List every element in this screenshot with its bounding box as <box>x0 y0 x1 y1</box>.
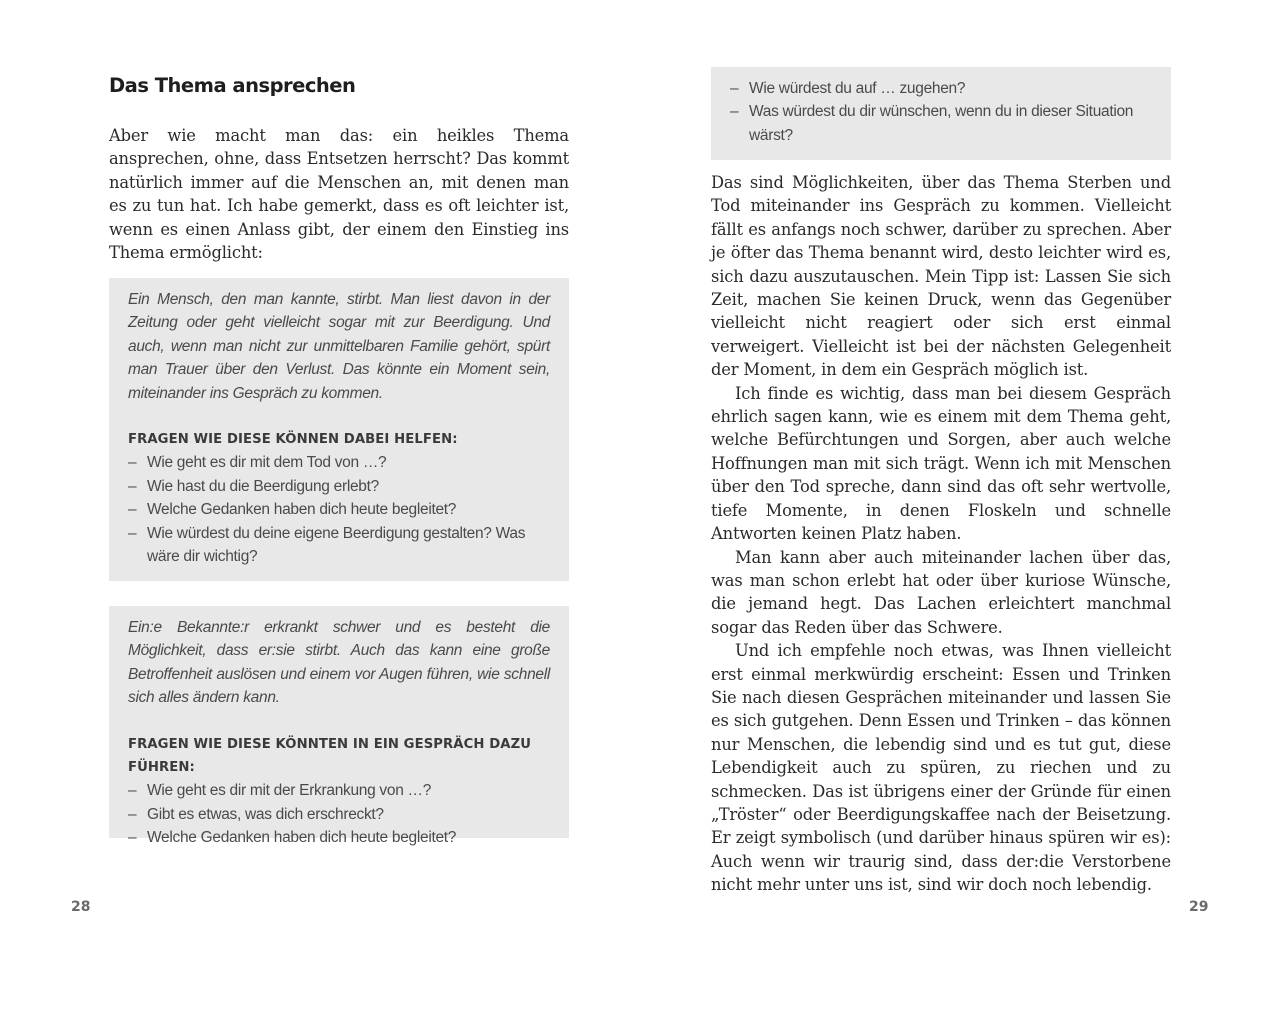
question-list <box>128 779 550 849</box>
dash-bullet: – <box>128 477 137 495</box>
list-item: – Gibt es etwas, was dich erschreckt? <box>128 803 550 826</box>
paragraph: Das sind Möglichkeiten, über das Thema Sterben und Tod miteinander ins Gespräch zu kommen. Vielleicht fällt es anfangs noch schwer, darüber zu sprechen. Aber je öfter das Thema benannt wird, desto leichter wird es, sich dazu auszutauschen. Mein Tipp ist: Lassen Sie sich Zeit, machen Sie keinen Druck, wenn das Gegenüber vielleicht nicht reagiert oder sich erst einmal verweigert. Vielleicht ist bei der nächsten Gelegenheit der Moment, in dem ein Gespräch möglich ist. <box>711 173 1171 380</box>
list-item: – Wie würdest du auf … zugehen? <box>730 77 1152 100</box>
dash-bullet: – <box>128 805 137 823</box>
paragraph: Und ich empfehle noch etwas, was Ihnen vielleicht erst einmal merkwürdig erscheint: Essen und Trinken Sie nach diesen Gesprächen miteinander und lassen Sie es sich gutgehen. Denn Essen und Trinken – das können nur Menschen, die lebendig sind und es tut gut, diese Lebendigkeit auch zu spüren, zu riechen und zu schmecken. Das ist übrigens einer der Gründe für einen „Tröster“ oder Beerdigungskaffee nach der Beisetzung. Er zeigt symbolisch (und darüber hinaus spüren wir es): Auch wenn wir traurig sind, dass der:die Verstorbene nicht mehr unter uns ist, sind wir doch noch lebendig. <box>711 641 1171 895</box>
paragraph: Ich finde es wichtig, dass man bei diesem Gespräch ehrlich sagen kann, wie es einem mit dem Thema geht, welche Befürchtungen und Sorgen, aber auch welche Hoffnungen man mit sich trägt. Wenn ich mit Menschen über den Tod spreche, dann sind das oft sehr wertvolle, tiefe Momente, in denen Floskeln und schnelle Antworten keinen Platz haben. <box>711 383 1171 544</box>
questions-heading: FRAGEN WIE DIESE KÖNNEN DABEI HELFEN: <box>128 432 458 448</box>
intro-paragraph: Aber wie macht man das: ein heikles Thema ansprechen, ohne, dass Entsetzen herrscht? Das kommt natürlich immer auf die Menschen an, mit denen man es zu tun hat. Ich habe gemerkt, dass es oft leichter ist, wenn es einen Anlass gibt, der einem den Einstieg ins Thema ermöglicht: <box>109 126 569 263</box>
section-heading: Das Thema ansprechen <box>109 74 356 97</box>
page-number-right: 29 <box>1189 899 1209 915</box>
page-number-left: 28 <box>71 899 91 915</box>
list-item: – Was würdest du dir wünschen, wenn du in dieser Situation wärst? <box>730 100 1152 147</box>
dash-bullet: – <box>128 524 137 542</box>
question-list <box>730 77 1152 147</box>
list-item: – Wie geht es dir mit der Erkrankung von …? <box>128 779 550 802</box>
list-item: – Wie würdest du deine eigene Beerdigung gestalten? Was wäre dir wichtig? <box>128 522 550 569</box>
list-item: – Wie hast du die Beerdigung erlebt? <box>128 475 550 498</box>
scenario-text: Ein:e Bekannte:r erkrankt schwer und es besteht die Möglichkeit, dass er:sie stirbt. Auch das kann eine große Betroffenheit auslösen und einem vor Augen führen, wie schnell sich alles ändern kann. <box>128 619 550 707</box>
list-item: – Welche Gedanken haben dich heute begleitet? <box>128 498 550 521</box>
dash-bullet: – <box>128 454 137 472</box>
continued-question-box <box>711 67 1171 160</box>
scenario-text: Ein Mensch, den man kannte, stirbt. Man liest davon in der Zeitung oder geht vielleicht sogar mit zur Beerdigung. Und auch, wenn man nicht zur unmittelbaren Familie gehört, spürt man Trauer über den Verlust. Das könnte ein Moment sein, miteinander ins Gespräch zu kommen. <box>128 291 550 402</box>
dash-bullet: – <box>128 782 137 800</box>
question-list <box>128 451 550 568</box>
list-item: – Wie geht es dir mit dem Tod von …? <box>128 451 550 474</box>
dash-bullet: – <box>128 829 137 847</box>
dash-bullet: – <box>128 501 137 519</box>
example-box-death <box>109 278 569 581</box>
example-box-illness <box>109 606 569 847</box>
body-text <box>711 171 1171 897</box>
paragraph: Man kann aber auch miteinander lachen über das, was man schon erlebt hat oder über kuriose Wünsche, die jemand hegt. Das Lachen erleichtert manchmal sogar das Reden über das Schwere. <box>711 547 1171 637</box>
questions-heading: FRAGEN WIE DIESE KÖNNTEN IN EIN GESPRÄCH DAZU FÜHREN: <box>128 736 532 776</box>
dash-bullet: – <box>730 103 739 121</box>
list-item: – Welche Gedanken haben dich heute begleitet? <box>128 826 550 849</box>
dash-bullet: – <box>730 80 739 97</box>
